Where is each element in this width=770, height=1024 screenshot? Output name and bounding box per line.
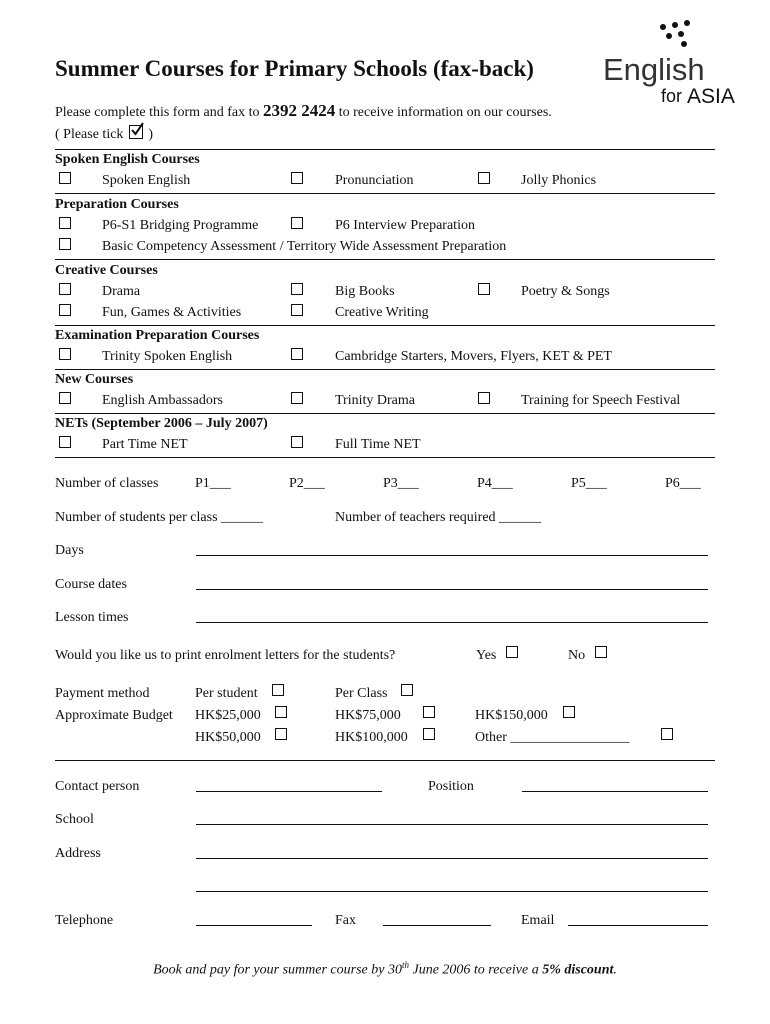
checkbox-budget-25000[interactable] [275, 706, 287, 718]
checkbox-full-time-net[interactable] [291, 436, 303, 448]
section-heading-creative: Creative Courses [55, 263, 158, 278]
label-contact-person: Contact person [55, 779, 140, 794]
field-p6[interactable]: P6___ [665, 476, 701, 491]
checkbox-spoken-english[interactable] [59, 172, 71, 184]
section-heading-new: New Courses [55, 372, 134, 387]
field-p3[interactable]: P3___ [383, 476, 419, 491]
footer-end: . [613, 962, 617, 978]
form-title: Summer Courses for Primary Schools (fax-back) [55, 56, 534, 81]
option-label: Basic Competency Assessment / Territory Wide Assessment Preparation [102, 239, 507, 254]
option-label: Part Time NET [102, 437, 188, 452]
checkbox-jolly-phonics[interactable] [478, 172, 490, 184]
label-lesson-times: Lesson times [55, 610, 129, 625]
fax-field[interactable] [383, 925, 491, 926]
field-p2[interactable]: P2___ [289, 476, 325, 491]
label-yes: Yes [476, 648, 497, 663]
label-fax: Fax [335, 913, 356, 928]
label-no: No [568, 648, 586, 663]
logo-dot [666, 33, 672, 39]
label-position: Position [428, 779, 474, 794]
label-budget-100000: HK$100,000 [335, 730, 408, 745]
label-budget-25000: HK$25,000 [195, 708, 261, 723]
option-label: Full Time NET [335, 437, 421, 452]
option-label: Cambridge Starters, Movers, Flyers, KET & PET [335, 349, 612, 364]
position-field[interactable] [522, 791, 708, 792]
option-label: Pronunciation [335, 173, 414, 188]
label-budget-150000: HK$150,000 [475, 708, 548, 723]
intro-post: to receive information on our courses. [338, 105, 552, 120]
tick-pre: ( Please tick [55, 127, 124, 142]
section-heading-nets: NETs (September 2006 – July 2007) [55, 416, 268, 431]
field-students-per-class[interactable]: Number of students per class ______ [55, 510, 264, 525]
option-label: Big Books [335, 284, 395, 299]
intro-text [55, 103, 552, 121]
label-course-dates: Course dates [55, 577, 127, 592]
checkmark-icon [129, 125, 143, 139]
checkbox-english-ambassadors[interactable] [59, 392, 71, 404]
option-label: Spoken English [102, 173, 191, 188]
label-school: School [55, 812, 94, 827]
label-telephone: Telephone [55, 913, 114, 928]
logo-dot [660, 24, 666, 30]
option-label: P6-S1 Bridging Programme [102, 218, 259, 233]
checkbox-bridging-programme[interactable] [59, 217, 71, 229]
address-field-line1[interactable] [196, 858, 708, 859]
days-field[interactable] [196, 555, 708, 556]
checkbox-poetry-songs[interactable] [478, 283, 490, 295]
contact-person-field[interactable] [196, 791, 382, 792]
checkbox-cambridge[interactable] [291, 348, 303, 360]
divider [55, 149, 715, 150]
label-number-of-classes: Number of classes [55, 476, 159, 491]
checkbox-fun-games[interactable] [59, 304, 71, 316]
divider [55, 369, 715, 370]
lesson-times-field[interactable] [196, 622, 708, 623]
option-label: English Ambassadors [102, 393, 223, 408]
email-field[interactable] [568, 925, 708, 926]
field-p4[interactable]: P4___ [477, 476, 513, 491]
footer-mid: June 2006 to receive a [408, 962, 543, 978]
checkbox-creative-writing[interactable] [291, 304, 303, 316]
footer-note [0, 957, 770, 979]
divider [55, 413, 715, 414]
tick-post: ) [148, 127, 154, 142]
checkbox-per-class[interactable] [401, 684, 413, 696]
checkbox-yes[interactable] [506, 646, 518, 658]
checkbox-budget-50000[interactable] [275, 728, 287, 740]
label-budget-75000: HK$75,000 [335, 708, 401, 723]
checkbox-drama[interactable] [59, 283, 71, 295]
label-per-class: Per Class [335, 686, 388, 701]
checkbox-no[interactable] [595, 646, 607, 658]
checkbox-trinity-drama[interactable] [291, 392, 303, 404]
divider [55, 457, 715, 458]
option-label: Drama [102, 284, 141, 299]
field-p5[interactable]: P5___ [571, 476, 607, 491]
checkbox-budget-other[interactable] [661, 728, 673, 740]
option-label: P6 Interview Preparation [335, 218, 475, 233]
fax-number: 2392 2424 [263, 101, 336, 120]
checkbox-part-time-net[interactable] [59, 436, 71, 448]
option-label: Trinity Drama [335, 393, 415, 408]
intro-pre: Please complete this form and fax to [55, 105, 260, 120]
label-payment-method: Payment method [55, 686, 150, 701]
checkbox-per-student[interactable] [272, 684, 284, 696]
option-label: Training for Speech Festival [521, 393, 681, 408]
logo-english: English [603, 52, 705, 87]
divider [55, 193, 715, 194]
checkbox-trinity-spoken[interactable] [59, 348, 71, 360]
option-label: Fun, Games & Activities [102, 305, 242, 320]
logo-dot [678, 31, 684, 37]
label-address: Address [55, 846, 101, 861]
option-label: Creative Writing [335, 305, 429, 320]
option-label: Poetry & Songs [521, 284, 610, 299]
field-budget-other[interactable]: Other _________________ [475, 730, 630, 745]
checkbox-competency-assessment[interactable] [59, 238, 71, 250]
footer-discount: 5% discount [542, 962, 614, 978]
checkbox-big-books[interactable] [291, 283, 303, 295]
checkbox-budget-100000[interactable] [423, 728, 435, 740]
course-dates-field[interactable] [196, 589, 708, 590]
enrolment-question: Would you like us to print enrolment letters for the students? [55, 648, 396, 663]
checkbox-pronunciation[interactable] [291, 172, 303, 184]
checkbox-speech-festival[interactable] [478, 392, 490, 404]
logo-dot [672, 22, 678, 28]
label-days: Days [55, 543, 84, 558]
logo-dot [684, 20, 690, 26]
field-p1[interactable]: P1___ [195, 476, 231, 491]
label-approx-budget: Approximate Budget [55, 708, 173, 723]
option-label: Jolly Phonics [521, 173, 597, 188]
section-heading-exam: Examination Preparation Courses [55, 328, 260, 343]
footer-pre: Book and pay for your summer course by 30 [153, 962, 402, 978]
logo-for: for [661, 86, 683, 106]
logo-dot [681, 41, 687, 47]
section-heading-preparation: Preparation Courses [55, 197, 179, 212]
option-label: Trinity Spoken English [102, 349, 233, 364]
label-per-student: Per student [195, 686, 258, 701]
section-heading-spoken: Spoken English Courses [55, 152, 200, 167]
divider [55, 259, 715, 260]
logo-asia: ASIA [687, 85, 735, 108]
label-email: Email [521, 913, 555, 928]
telephone-field[interactable] [196, 925, 312, 926]
checkbox-budget-75000[interactable] [423, 706, 435, 718]
checkbox-interview-preparation[interactable] [291, 217, 303, 229]
divider [55, 760, 715, 761]
label-budget-50000: HK$50,000 [195, 730, 261, 745]
school-field[interactable] [196, 824, 708, 825]
footer-sup: th [401, 960, 409, 970]
divider [55, 325, 715, 326]
tick-instruction [55, 125, 153, 143]
address-field-line2[interactable] [196, 891, 708, 892]
checkbox-budget-150000[interactable] [563, 706, 575, 718]
field-teachers-required[interactable]: Number of teachers required ______ [335, 510, 542, 525]
